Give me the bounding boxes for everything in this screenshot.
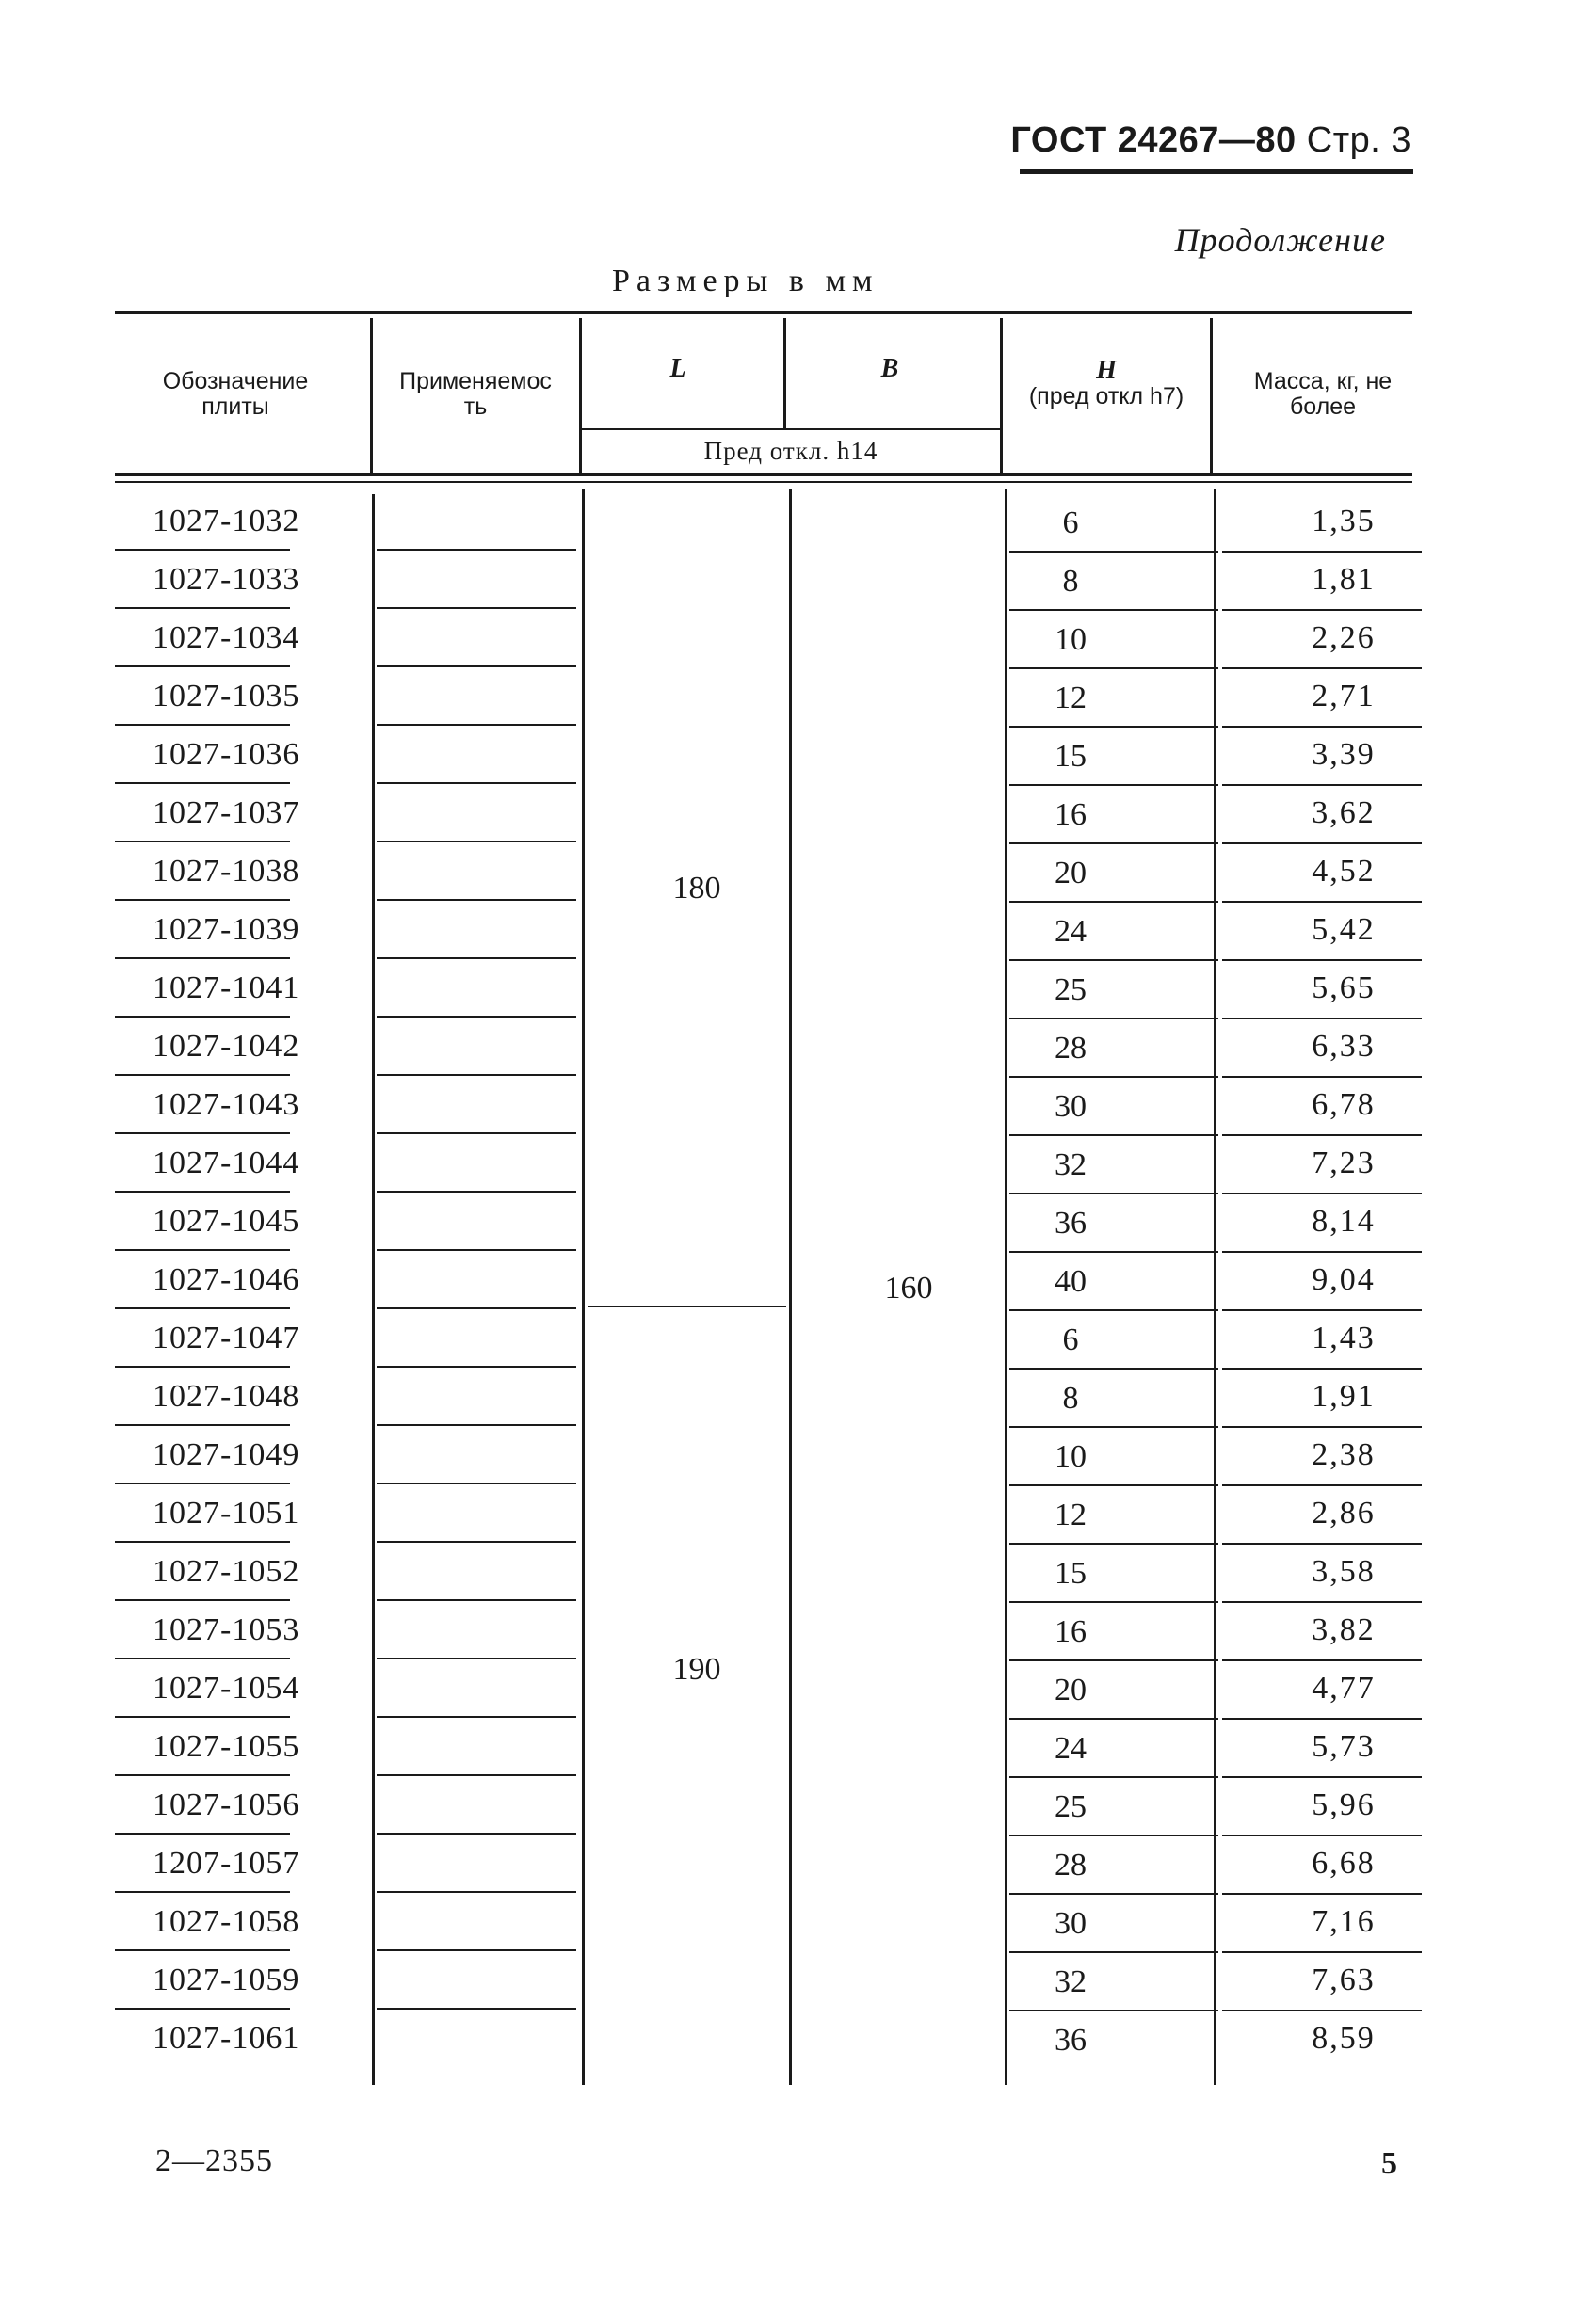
row-designation: 1027-1044 bbox=[153, 1146, 300, 1180]
row-mass: 7,63 bbox=[1312, 1963, 1376, 1997]
row-rule bbox=[377, 1658, 576, 1659]
row-rule bbox=[377, 1074, 576, 1076]
row-rule bbox=[115, 1191, 290, 1193]
row-mass: 2,38 bbox=[1312, 1437, 1376, 1472]
row-rule bbox=[115, 1599, 290, 1601]
row-rule bbox=[377, 1774, 576, 1776]
table-row bbox=[115, 786, 1424, 844]
row-designation: 1027-1037 bbox=[153, 795, 300, 830]
row-designation: 1027-1042 bbox=[153, 1029, 300, 1064]
table-row bbox=[115, 2011, 1424, 2070]
table-row bbox=[115, 903, 1424, 961]
row-rule bbox=[115, 1774, 290, 1776]
page-reference: Стр. 3 bbox=[1306, 120, 1411, 160]
row-rule bbox=[377, 724, 576, 726]
header-l: L bbox=[669, 354, 686, 383]
row-rule bbox=[115, 1366, 290, 1368]
row-rule bbox=[377, 1307, 576, 1309]
row-designation: 1027-1049 bbox=[153, 1437, 300, 1472]
row-h: 28 bbox=[1055, 1848, 1087, 1883]
row-rule bbox=[377, 2008, 576, 2010]
row-designation: 1027-1051 bbox=[153, 1496, 300, 1531]
row-rule bbox=[377, 1891, 576, 1893]
row-rule bbox=[115, 1949, 290, 1951]
row-rule bbox=[377, 1483, 576, 1484]
table-row bbox=[115, 494, 1424, 553]
row-designation: 1027-1045 bbox=[153, 1204, 300, 1239]
row-h: 15 bbox=[1055, 739, 1087, 774]
row-designation: 1027-1033 bbox=[153, 562, 300, 597]
row-h: 20 bbox=[1055, 1673, 1087, 1707]
row-designation: 1027-1034 bbox=[153, 620, 300, 655]
page-header bbox=[1010, 120, 1411, 161]
table-top-rule bbox=[115, 311, 1412, 314]
col-divider-3 bbox=[783, 318, 786, 429]
row-rule bbox=[115, 2008, 290, 2010]
col-divider-4 bbox=[1000, 318, 1003, 473]
row-rule bbox=[377, 841, 576, 842]
header-h-note: (пред откл h7) bbox=[1028, 383, 1184, 409]
l-value-180: 180 bbox=[672, 871, 721, 906]
row-h: 32 bbox=[1055, 1964, 1087, 1999]
table-row bbox=[115, 1078, 1424, 1136]
row-rule bbox=[115, 899, 290, 901]
row-h: 25 bbox=[1055, 1789, 1087, 1824]
row-h: 10 bbox=[1055, 1439, 1087, 1474]
continuation-label: Продолжение bbox=[1174, 221, 1386, 259]
row-mass: 1,91 bbox=[1312, 1379, 1376, 1414]
table-row bbox=[115, 1370, 1424, 1428]
row-rule bbox=[377, 1249, 576, 1251]
row-rule bbox=[377, 1599, 576, 1601]
table-header-rule bbox=[115, 473, 1412, 476]
table-row bbox=[115, 844, 1424, 903]
row-designation: 1027-1038 bbox=[153, 854, 300, 889]
header-applicability: Применяемость bbox=[399, 368, 552, 420]
row-rule bbox=[115, 1891, 290, 1893]
header-mass: Масса, кг, не более bbox=[1253, 368, 1393, 420]
table-row bbox=[115, 669, 1424, 728]
row-mass: 8,14 bbox=[1312, 1204, 1376, 1239]
row-rule bbox=[115, 724, 290, 726]
row-designation: 1027-1052 bbox=[153, 1554, 300, 1589]
table-header-rule-double bbox=[115, 481, 1412, 483]
row-mass: 5,73 bbox=[1312, 1729, 1376, 1764]
table-row bbox=[115, 1953, 1424, 2011]
table-row bbox=[115, 1136, 1424, 1194]
row-designation: 1027-1048 bbox=[153, 1379, 300, 1414]
row-rule bbox=[115, 549, 290, 551]
row-rule bbox=[377, 549, 576, 551]
row-h: 20 bbox=[1055, 856, 1087, 890]
table-row bbox=[115, 1720, 1424, 1778]
row-rule bbox=[377, 899, 576, 901]
row-h: 16 bbox=[1055, 1614, 1087, 1649]
table-row bbox=[115, 1661, 1424, 1720]
row-rule bbox=[115, 1132, 290, 1134]
row-rule bbox=[115, 1541, 290, 1543]
row-h: 12 bbox=[1055, 681, 1087, 715]
row-mass: 8,59 bbox=[1312, 2021, 1376, 2056]
row-rule bbox=[377, 607, 576, 609]
row-rule bbox=[377, 782, 576, 784]
row-designation: 1027-1036 bbox=[153, 737, 300, 772]
row-mass: 2,26 bbox=[1312, 620, 1376, 655]
row-mass: 1,43 bbox=[1312, 1321, 1376, 1355]
row-mass: 5,65 bbox=[1312, 970, 1376, 1005]
l-value-190: 190 bbox=[672, 1652, 721, 1687]
row-mass: 3,39 bbox=[1312, 737, 1376, 772]
row-designation: 1027-1054 bbox=[153, 1671, 300, 1706]
row-rule bbox=[115, 1016, 290, 1018]
row-h: 6 bbox=[1062, 505, 1079, 540]
row-h: 32 bbox=[1055, 1147, 1087, 1182]
row-h: 36 bbox=[1055, 1206, 1087, 1241]
row-designation: 1027-1058 bbox=[153, 1904, 300, 1939]
row-mass: 7,23 bbox=[1312, 1146, 1376, 1180]
table-row bbox=[115, 1836, 1424, 1895]
sizes-caption: Размеры в мм bbox=[612, 264, 879, 298]
row-rule bbox=[115, 607, 290, 609]
row-mass: 6,68 bbox=[1312, 1846, 1376, 1881]
table-row bbox=[115, 1311, 1424, 1370]
row-rule bbox=[115, 1424, 290, 1426]
row-designation: 1027-1059 bbox=[153, 1963, 300, 1997]
row-mass: 3,62 bbox=[1312, 795, 1376, 830]
row-rule bbox=[377, 1716, 576, 1718]
table-row bbox=[115, 1428, 1424, 1486]
page-number: 5 bbox=[1381, 2146, 1397, 2181]
row-rule bbox=[115, 1833, 290, 1835]
row-mass: 2,71 bbox=[1312, 679, 1376, 713]
row-mass: 4,77 bbox=[1312, 1671, 1376, 1706]
row-rule bbox=[377, 1191, 576, 1193]
table-row bbox=[115, 961, 1424, 1019]
header-lb-split bbox=[581, 428, 1002, 430]
row-rule bbox=[377, 1424, 576, 1426]
row-designation: 1027-1032 bbox=[153, 504, 300, 538]
row-rule bbox=[377, 1366, 576, 1368]
table-row bbox=[115, 1194, 1424, 1253]
row-rule bbox=[377, 1833, 576, 1835]
table-row bbox=[115, 1253, 1424, 1311]
row-mass: 5,96 bbox=[1312, 1787, 1376, 1822]
row-designation: 1207-1057 bbox=[153, 1846, 300, 1881]
table-row bbox=[115, 728, 1424, 786]
standard-number: ГОСТ 24267—80 bbox=[1010, 120, 1297, 160]
row-rule bbox=[377, 1016, 576, 1018]
table-row bbox=[115, 1778, 1424, 1836]
row-rule bbox=[115, 665, 290, 667]
row-mass: 1,35 bbox=[1312, 504, 1376, 538]
row-rule bbox=[377, 1949, 576, 1951]
row-designation: 1027-1046 bbox=[153, 1262, 300, 1297]
row-rule bbox=[115, 1249, 290, 1251]
row-h: 10 bbox=[1055, 622, 1087, 657]
row-h: 24 bbox=[1055, 914, 1087, 949]
row-rule bbox=[377, 665, 576, 667]
table-row bbox=[115, 1603, 1424, 1661]
b-value-160: 160 bbox=[884, 1271, 933, 1306]
table-row bbox=[115, 1019, 1424, 1078]
row-h: 30 bbox=[1055, 1089, 1087, 1124]
row-rule bbox=[377, 957, 576, 959]
row-rule bbox=[115, 841, 290, 842]
table-row bbox=[115, 1895, 1424, 1953]
row-designation: 1027-1035 bbox=[153, 679, 300, 713]
row-h: 30 bbox=[1055, 1906, 1087, 1941]
row-mass: 1,81 bbox=[1312, 562, 1376, 597]
row-mass: 5,42 bbox=[1312, 912, 1376, 947]
row-mass: 3,58 bbox=[1312, 1554, 1376, 1589]
header-designation: Обозначение плиты bbox=[162, 368, 309, 420]
header-b: B bbox=[880, 354, 899, 383]
row-h: 40 bbox=[1055, 1264, 1087, 1299]
row-rule bbox=[377, 1132, 576, 1134]
row-designation: 1027-1039 bbox=[153, 912, 300, 947]
row-rule bbox=[115, 1307, 290, 1309]
row-mass: 9,04 bbox=[1312, 1262, 1376, 1297]
col-divider-2 bbox=[579, 318, 582, 473]
table-row bbox=[115, 553, 1424, 611]
col-divider-1 bbox=[370, 318, 373, 473]
row-mass: 7,16 bbox=[1312, 1904, 1376, 1939]
row-h: 6 bbox=[1062, 1322, 1079, 1357]
row-h: 15 bbox=[1055, 1556, 1087, 1591]
table-row bbox=[115, 1545, 1424, 1603]
row-mass: 6,33 bbox=[1312, 1029, 1376, 1064]
row-rule bbox=[115, 1716, 290, 1718]
row-designation: 1027-1047 bbox=[153, 1321, 300, 1355]
print-code: 2—2355 bbox=[155, 2143, 273, 2178]
row-h: 16 bbox=[1055, 797, 1087, 832]
header-h: H bbox=[1096, 356, 1117, 385]
row-h: 12 bbox=[1055, 1498, 1087, 1532]
row-rule bbox=[115, 957, 290, 959]
row-mass: 6,78 bbox=[1312, 1087, 1376, 1122]
row-rule bbox=[115, 782, 290, 784]
row-rule bbox=[115, 1483, 290, 1484]
row-designation: 1027-1041 bbox=[153, 970, 300, 1005]
row-mass: 2,86 bbox=[1312, 1496, 1376, 1531]
row-designation: 1027-1061 bbox=[153, 2021, 300, 2056]
row-designation: 1027-1056 bbox=[153, 1787, 300, 1822]
header-underline bbox=[1020, 169, 1413, 174]
row-mass: 4,52 bbox=[1312, 854, 1376, 889]
row-h: 24 bbox=[1055, 1731, 1087, 1766]
header-lb-tolerance: Пред откл. h14 bbox=[703, 437, 878, 465]
row-designation: 1027-1043 bbox=[153, 1087, 300, 1122]
row-h: 8 bbox=[1062, 564, 1079, 599]
row-rule bbox=[115, 1658, 290, 1659]
row-designation: 1027-1055 bbox=[153, 1729, 300, 1764]
row-h: 28 bbox=[1055, 1031, 1087, 1066]
row-rule bbox=[115, 1074, 290, 1076]
table-row bbox=[115, 611, 1424, 669]
row-h: 8 bbox=[1062, 1381, 1079, 1416]
row-h: 25 bbox=[1055, 972, 1087, 1007]
row-rule bbox=[377, 1541, 576, 1543]
table-row bbox=[115, 1486, 1424, 1545]
col-divider-5 bbox=[1210, 318, 1213, 473]
row-h: 36 bbox=[1055, 2023, 1087, 2058]
row-designation: 1027-1053 bbox=[153, 1612, 300, 1647]
row-mass: 3,82 bbox=[1312, 1612, 1376, 1647]
